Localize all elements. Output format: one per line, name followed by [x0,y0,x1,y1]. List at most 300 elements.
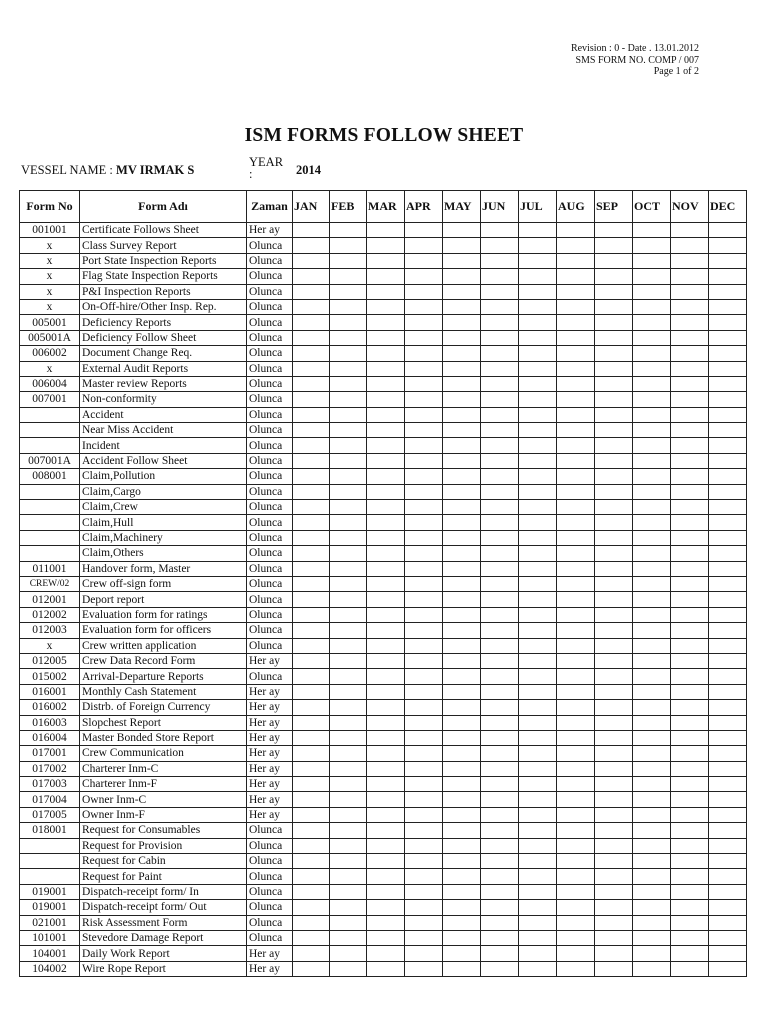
month-check-cell[interactable] [293,269,330,284]
month-check-cell[interactable] [367,653,405,668]
month-check-cell[interactable] [519,961,557,976]
month-check-cell[interactable] [595,884,633,899]
month-check-cell[interactable] [367,469,405,484]
month-check-cell[interactable] [519,930,557,945]
month-check-cell[interactable] [557,807,595,822]
month-check-cell[interactable] [293,623,330,638]
month-check-cell[interactable] [557,607,595,622]
month-check-cell[interactable] [519,915,557,930]
month-check-cell[interactable] [443,777,481,792]
month-check-cell[interactable] [405,946,443,961]
month-check-cell[interactable] [595,638,633,653]
month-check-cell[interactable] [633,854,671,869]
month-check-cell[interactable] [633,576,671,591]
month-check-cell[interactable] [367,376,405,391]
month-check-cell[interactable] [709,315,747,330]
month-check-cell[interactable] [481,576,519,591]
month-check-cell[interactable] [709,961,747,976]
month-check-cell[interactable] [367,915,405,930]
month-check-cell[interactable] [405,500,443,515]
month-check-cell[interactable] [405,515,443,530]
month-check-cell[interactable] [443,746,481,761]
month-check-cell[interactable] [330,484,367,499]
month-check-cell[interactable] [405,361,443,376]
month-check-cell[interactable] [557,530,595,545]
month-check-cell[interactable] [443,561,481,576]
month-check-cell[interactable] [519,946,557,961]
month-check-cell[interactable] [595,653,633,668]
month-check-cell[interactable] [330,561,367,576]
month-check-cell[interactable] [557,623,595,638]
month-check-cell[interactable] [443,792,481,807]
month-check-cell[interactable] [633,761,671,776]
month-check-cell[interactable] [367,777,405,792]
month-check-cell[interactable] [671,238,709,253]
month-check-cell[interactable] [367,546,405,561]
month-check-cell[interactable] [367,284,405,299]
month-check-cell[interactable] [293,684,330,699]
month-check-cell[interactable] [633,730,671,745]
month-check-cell[interactable] [519,746,557,761]
month-check-cell[interactable] [709,884,747,899]
month-check-cell[interactable] [709,299,747,314]
month-check-cell[interactable] [367,607,405,622]
month-check-cell[interactable] [557,869,595,884]
month-check-cell[interactable] [519,869,557,884]
month-check-cell[interactable] [443,592,481,607]
month-check-cell[interactable] [405,423,443,438]
month-check-cell[interactable] [595,269,633,284]
month-check-cell[interactable] [595,623,633,638]
month-check-cell[interactable] [330,284,367,299]
month-check-cell[interactable] [633,653,671,668]
month-check-cell[interactable] [595,900,633,915]
month-check-cell[interactable] [405,761,443,776]
month-check-cell[interactable] [405,807,443,822]
month-check-cell[interactable] [671,684,709,699]
month-check-cell[interactable] [367,838,405,853]
month-check-cell[interactable] [633,792,671,807]
month-check-cell[interactable] [709,623,747,638]
month-check-cell[interactable] [671,746,709,761]
month-check-cell[interactable] [671,638,709,653]
month-check-cell[interactable] [405,854,443,869]
month-check-cell[interactable] [557,253,595,268]
month-check-cell[interactable] [330,392,367,407]
month-check-cell[interactable] [481,346,519,361]
month-check-cell[interactable] [293,715,330,730]
month-check-cell[interactable] [481,330,519,345]
month-check-cell[interactable] [330,223,367,238]
month-check-cell[interactable] [633,438,671,453]
month-check-cell[interactable] [443,854,481,869]
month-check-cell[interactable] [405,915,443,930]
month-check-cell[interactable] [519,346,557,361]
month-check-cell[interactable] [405,530,443,545]
month-check-cell[interactable] [519,284,557,299]
month-check-cell[interactable] [557,838,595,853]
month-check-cell[interactable] [443,607,481,622]
month-check-cell[interactable] [405,269,443,284]
month-check-cell[interactable] [633,930,671,945]
month-check-cell[interactable] [293,930,330,945]
month-check-cell[interactable] [367,807,405,822]
month-check-cell[interactable] [330,330,367,345]
month-check-cell[interactable] [293,223,330,238]
month-check-cell[interactable] [443,946,481,961]
month-check-cell[interactable] [595,592,633,607]
month-check-cell[interactable] [330,346,367,361]
month-check-cell[interactable] [367,638,405,653]
month-check-cell[interactable] [293,330,330,345]
month-check-cell[interactable] [367,299,405,314]
month-check-cell[interactable] [330,915,367,930]
month-check-cell[interactable] [293,407,330,422]
month-check-cell[interactable] [367,961,405,976]
month-check-cell[interactable] [709,669,747,684]
month-check-cell[interactable] [405,930,443,945]
month-check-cell[interactable] [519,669,557,684]
month-check-cell[interactable] [367,530,405,545]
month-check-cell[interactable] [671,930,709,945]
month-check-cell[interactable] [367,900,405,915]
month-check-cell[interactable] [595,730,633,745]
month-check-cell[interactable] [519,700,557,715]
month-check-cell[interactable] [709,854,747,869]
month-check-cell[interactable] [595,607,633,622]
month-check-cell[interactable] [367,269,405,284]
month-check-cell[interactable] [481,376,519,391]
month-check-cell[interactable] [709,453,747,468]
month-check-cell[interactable] [557,438,595,453]
month-check-cell[interactable] [671,854,709,869]
month-check-cell[interactable] [709,438,747,453]
month-check-cell[interactable] [633,823,671,838]
month-check-cell[interactable] [405,346,443,361]
month-check-cell[interactable] [330,823,367,838]
month-check-cell[interactable] [405,715,443,730]
month-check-cell[interactable] [481,392,519,407]
month-check-cell[interactable] [443,376,481,391]
month-check-cell[interactable] [633,530,671,545]
month-check-cell[interactable] [557,961,595,976]
month-check-cell[interactable] [709,500,747,515]
month-check-cell[interactable] [481,469,519,484]
month-check-cell[interactable] [633,284,671,299]
month-check-cell[interactable] [595,361,633,376]
month-check-cell[interactable] [557,730,595,745]
month-check-cell[interactable] [633,807,671,822]
month-check-cell[interactable] [519,376,557,391]
month-check-cell[interactable] [481,315,519,330]
month-check-cell[interactable] [405,900,443,915]
month-check-cell[interactable] [405,561,443,576]
month-check-cell[interactable] [633,223,671,238]
month-check-cell[interactable] [293,515,330,530]
month-check-cell[interactable] [557,761,595,776]
month-check-cell[interactable] [293,530,330,545]
month-check-cell[interactable] [443,684,481,699]
month-check-cell[interactable] [633,915,671,930]
month-check-cell[interactable] [519,592,557,607]
month-check-cell[interactable] [671,900,709,915]
month-check-cell[interactable] [443,284,481,299]
month-check-cell[interactable] [481,623,519,638]
month-check-cell[interactable] [405,484,443,499]
month-check-cell[interactable] [557,684,595,699]
month-check-cell[interactable] [293,346,330,361]
month-check-cell[interactable] [481,838,519,853]
month-check-cell[interactable] [633,484,671,499]
month-check-cell[interactable] [595,315,633,330]
month-check-cell[interactable] [595,253,633,268]
month-check-cell[interactable] [481,407,519,422]
month-check-cell[interactable] [595,376,633,391]
month-check-cell[interactable] [481,715,519,730]
month-check-cell[interactable] [443,761,481,776]
month-check-cell[interactable] [671,284,709,299]
month-check-cell[interactable] [519,715,557,730]
month-check-cell[interactable] [443,515,481,530]
month-check-cell[interactable] [671,761,709,776]
month-check-cell[interactable] [671,700,709,715]
month-check-cell[interactable] [519,253,557,268]
month-check-cell[interactable] [481,730,519,745]
month-check-cell[interactable] [481,269,519,284]
month-check-cell[interactable] [519,407,557,422]
month-check-cell[interactable] [367,238,405,253]
month-check-cell[interactable] [330,730,367,745]
month-check-cell[interactable] [443,438,481,453]
month-check-cell[interactable] [519,423,557,438]
month-check-cell[interactable] [330,423,367,438]
month-check-cell[interactable] [330,623,367,638]
month-check-cell[interactable] [330,684,367,699]
month-check-cell[interactable] [557,930,595,945]
month-check-cell[interactable] [633,961,671,976]
month-check-cell[interactable] [519,500,557,515]
month-check-cell[interactable] [330,438,367,453]
month-check-cell[interactable] [557,315,595,330]
month-check-cell[interactable] [405,684,443,699]
month-check-cell[interactable] [443,238,481,253]
month-check-cell[interactable] [330,361,367,376]
month-check-cell[interactable] [595,284,633,299]
month-check-cell[interactable] [671,915,709,930]
month-check-cell[interactable] [367,253,405,268]
month-check-cell[interactable] [330,930,367,945]
month-check-cell[interactable] [709,515,747,530]
month-check-cell[interactable] [443,638,481,653]
month-check-cell[interactable] [481,869,519,884]
month-check-cell[interactable] [405,792,443,807]
month-check-cell[interactable] [405,777,443,792]
month-check-cell[interactable] [367,423,405,438]
month-check-cell[interactable] [367,823,405,838]
month-check-cell[interactable] [595,915,633,930]
month-check-cell[interactable] [595,346,633,361]
month-check-cell[interactable] [557,392,595,407]
month-check-cell[interactable] [595,238,633,253]
month-check-cell[interactable] [293,869,330,884]
month-check-cell[interactable] [671,469,709,484]
month-check-cell[interactable] [405,238,443,253]
month-check-cell[interactable] [367,884,405,899]
month-check-cell[interactable] [709,715,747,730]
month-check-cell[interactable] [633,838,671,853]
month-check-cell[interactable] [330,900,367,915]
month-check-cell[interactable] [557,715,595,730]
month-check-cell[interactable] [557,592,595,607]
month-check-cell[interactable] [557,576,595,591]
month-check-cell[interactable] [481,669,519,684]
month-check-cell[interactable] [709,592,747,607]
month-check-cell[interactable] [519,361,557,376]
month-check-cell[interactable] [633,777,671,792]
month-check-cell[interactable] [367,700,405,715]
month-check-cell[interactable] [709,700,747,715]
month-check-cell[interactable] [443,530,481,545]
month-check-cell[interactable] [519,823,557,838]
month-check-cell[interactable] [293,746,330,761]
month-check-cell[interactable] [367,730,405,745]
month-check-cell[interactable] [709,638,747,653]
month-check-cell[interactable] [519,315,557,330]
month-check-cell[interactable] [557,500,595,515]
month-check-cell[interactable] [405,284,443,299]
month-check-cell[interactable] [595,684,633,699]
month-check-cell[interactable] [671,500,709,515]
month-check-cell[interactable] [557,746,595,761]
month-check-cell[interactable] [519,561,557,576]
month-check-cell[interactable] [671,423,709,438]
month-check-cell[interactable] [481,777,519,792]
month-check-cell[interactable] [671,576,709,591]
month-check-cell[interactable] [519,530,557,545]
month-check-cell[interactable] [709,746,747,761]
month-check-cell[interactable] [557,423,595,438]
month-check-cell[interactable] [405,869,443,884]
month-check-cell[interactable] [330,515,367,530]
month-check-cell[interactable] [443,869,481,884]
month-check-cell[interactable] [709,761,747,776]
month-check-cell[interactable] [481,823,519,838]
month-check-cell[interactable] [671,884,709,899]
month-check-cell[interactable] [633,746,671,761]
month-check-cell[interactable] [293,730,330,745]
month-check-cell[interactable] [519,653,557,668]
month-check-cell[interactable] [595,792,633,807]
month-check-cell[interactable] [367,761,405,776]
month-check-cell[interactable] [367,869,405,884]
month-check-cell[interactable] [367,715,405,730]
month-check-cell[interactable] [330,946,367,961]
month-check-cell[interactable] [481,438,519,453]
month-check-cell[interactable] [367,684,405,699]
month-check-cell[interactable] [557,330,595,345]
month-check-cell[interactable] [405,407,443,422]
month-check-cell[interactable] [557,238,595,253]
month-check-cell[interactable] [293,669,330,684]
month-check-cell[interactable] [595,330,633,345]
month-check-cell[interactable] [671,346,709,361]
month-check-cell[interactable] [557,792,595,807]
month-check-cell[interactable] [595,761,633,776]
month-check-cell[interactable] [709,223,747,238]
month-check-cell[interactable] [443,576,481,591]
month-check-cell[interactable] [481,546,519,561]
month-check-cell[interactable] [709,238,747,253]
month-check-cell[interactable] [443,484,481,499]
month-check-cell[interactable] [443,299,481,314]
month-check-cell[interactable] [443,730,481,745]
month-check-cell[interactable] [557,284,595,299]
month-check-cell[interactable] [709,869,747,884]
month-check-cell[interactable] [367,669,405,684]
month-check-cell[interactable] [293,700,330,715]
month-check-cell[interactable] [709,376,747,391]
month-check-cell[interactable] [330,638,367,653]
month-check-cell[interactable] [709,730,747,745]
month-check-cell[interactable] [557,407,595,422]
month-check-cell[interactable] [595,500,633,515]
month-check-cell[interactable] [633,515,671,530]
month-check-cell[interactable] [330,376,367,391]
month-check-cell[interactable] [557,469,595,484]
month-check-cell[interactable] [633,423,671,438]
month-check-cell[interactable] [519,469,557,484]
month-check-cell[interactable] [481,500,519,515]
month-check-cell[interactable] [519,330,557,345]
month-check-cell[interactable] [481,884,519,899]
month-check-cell[interactable] [443,423,481,438]
month-check-cell[interactable] [519,807,557,822]
month-check-cell[interactable] [595,392,633,407]
month-check-cell[interactable] [557,546,595,561]
month-check-cell[interactable] [633,623,671,638]
month-check-cell[interactable] [519,777,557,792]
month-check-cell[interactable] [671,530,709,545]
month-check-cell[interactable] [557,223,595,238]
month-check-cell[interactable] [709,407,747,422]
month-check-cell[interactable] [443,623,481,638]
month-check-cell[interactable] [293,653,330,668]
month-check-cell[interactable] [330,453,367,468]
month-check-cell[interactable] [709,792,747,807]
month-check-cell[interactable] [481,761,519,776]
month-check-cell[interactable] [519,884,557,899]
month-check-cell[interactable] [330,777,367,792]
month-check-cell[interactable] [481,530,519,545]
month-check-cell[interactable] [595,869,633,884]
month-check-cell[interactable] [443,930,481,945]
month-check-cell[interactable] [405,700,443,715]
month-check-cell[interactable] [481,684,519,699]
month-check-cell[interactable] [557,900,595,915]
month-check-cell[interactable] [557,453,595,468]
month-check-cell[interactable] [481,915,519,930]
month-check-cell[interactable] [557,823,595,838]
month-check-cell[interactable] [405,638,443,653]
month-check-cell[interactable] [709,807,747,822]
month-check-cell[interactable] [709,469,747,484]
month-check-cell[interactable] [481,361,519,376]
month-check-cell[interactable] [671,361,709,376]
month-check-cell[interactable] [633,500,671,515]
month-check-cell[interactable] [519,623,557,638]
month-check-cell[interactable] [405,653,443,668]
month-check-cell[interactable] [293,315,330,330]
